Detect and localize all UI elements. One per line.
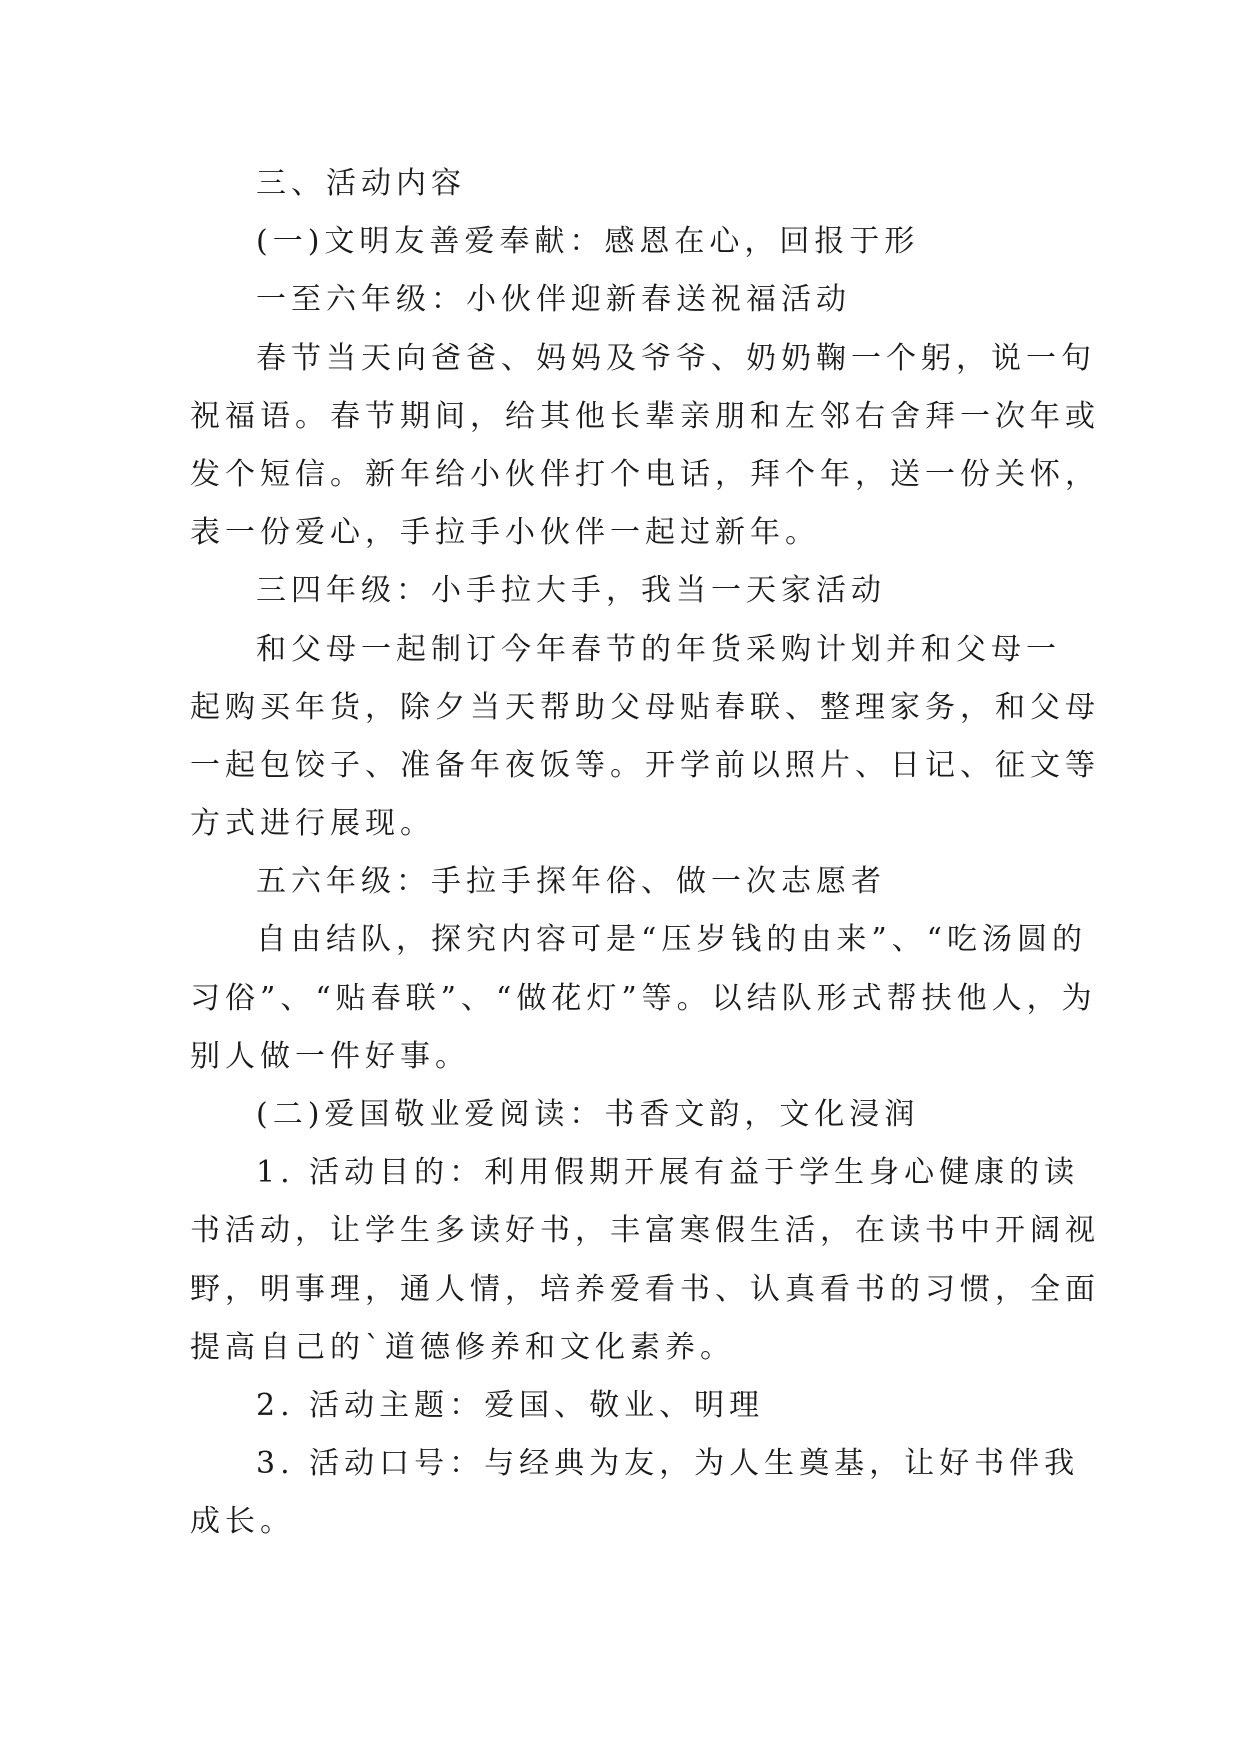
paragraph-line: 野，明事理，通人情，培养爱看书、认真看书的习惯，全面 <box>190 1271 1100 1307</box>
paragraph-line: 春节当天向爸爸、妈妈及爷爷、奶奶鞠一个躬，说一句 <box>256 340 1096 376</box>
paragraph-line: 祝福语。春节期间，给其他长辈亲朋和左邻右舍拜一次年或 <box>190 398 1100 434</box>
paragraph-line: 方式进行展现。 <box>190 806 435 842</box>
grade-heading-1-6: 一至六年级：小伙伴迎新春送祝福活动 <box>256 282 851 318</box>
grade-heading-5-6: 五六年级：手拉手探年俗、做一次志愿者 <box>256 864 886 900</box>
paragraph-line: 和父母一起制订今年春节的年货采购计划并和父母一 <box>256 631 1061 667</box>
list-item-purpose: 1. 活动目的：利用假期开展有益于学生身心健康的读 <box>256 1155 1080 1191</box>
paragraph-line: 书活动，让学生多读好书，丰富寒假生活，在读书中开阔视 <box>190 1213 1100 1249</box>
paragraph-line: 习俗”、“贴春联”、“做花灯”等。以结队形式帮扶他人，为 <box>190 980 1097 1016</box>
subsection-heading-civility: (一)文明友善爱奉献：感恩在心，回报于形 <box>256 224 920 260</box>
document-body <box>190 155 1100 1552</box>
grade-heading-3-4: 三四年级：小手拉大手，我当一天家活动 <box>256 573 886 609</box>
subsection-heading-reading: (二)爱国敬业爱阅读：书香文韵，文化浸润 <box>256 1097 920 1132</box>
paragraph-line: 起购买年货，除夕当天帮助父母贴春联、整理家务，和父母 <box>190 689 1100 725</box>
paragraph-line: 别人做一件好事。 <box>190 1038 470 1074</box>
paragraph-line: 自由结队，探究内容可是“压岁钱的由来”、“吃汤圆的 <box>256 922 1088 958</box>
paragraph-line: 一起包饺子、准备年夜饭等。开学前以照片、日记、征文等 <box>190 747 1100 783</box>
section-heading-activity-content: 三、活动内容 <box>256 166 466 201</box>
paragraph-line: 成长。 <box>190 1504 295 1540</box>
list-item-theme: 2. 活动主题：爱国、敬业、明理 <box>256 1387 765 1423</box>
list-item-slogan: 3. 活动口号：与经典为友，为人生奠基，让好书伴我 <box>256 1446 1080 1482</box>
paragraph-line: 发个短信。新年给小伙伴打个电话，拜个年，送一份关怀， <box>190 456 1100 492</box>
paragraph-line: 提高自己的`道德修养和文化素养。 <box>190 1329 735 1365</box>
paragraph-line: 表一份爱心，手拉手小伙伴一起过新年。 <box>190 515 820 551</box>
